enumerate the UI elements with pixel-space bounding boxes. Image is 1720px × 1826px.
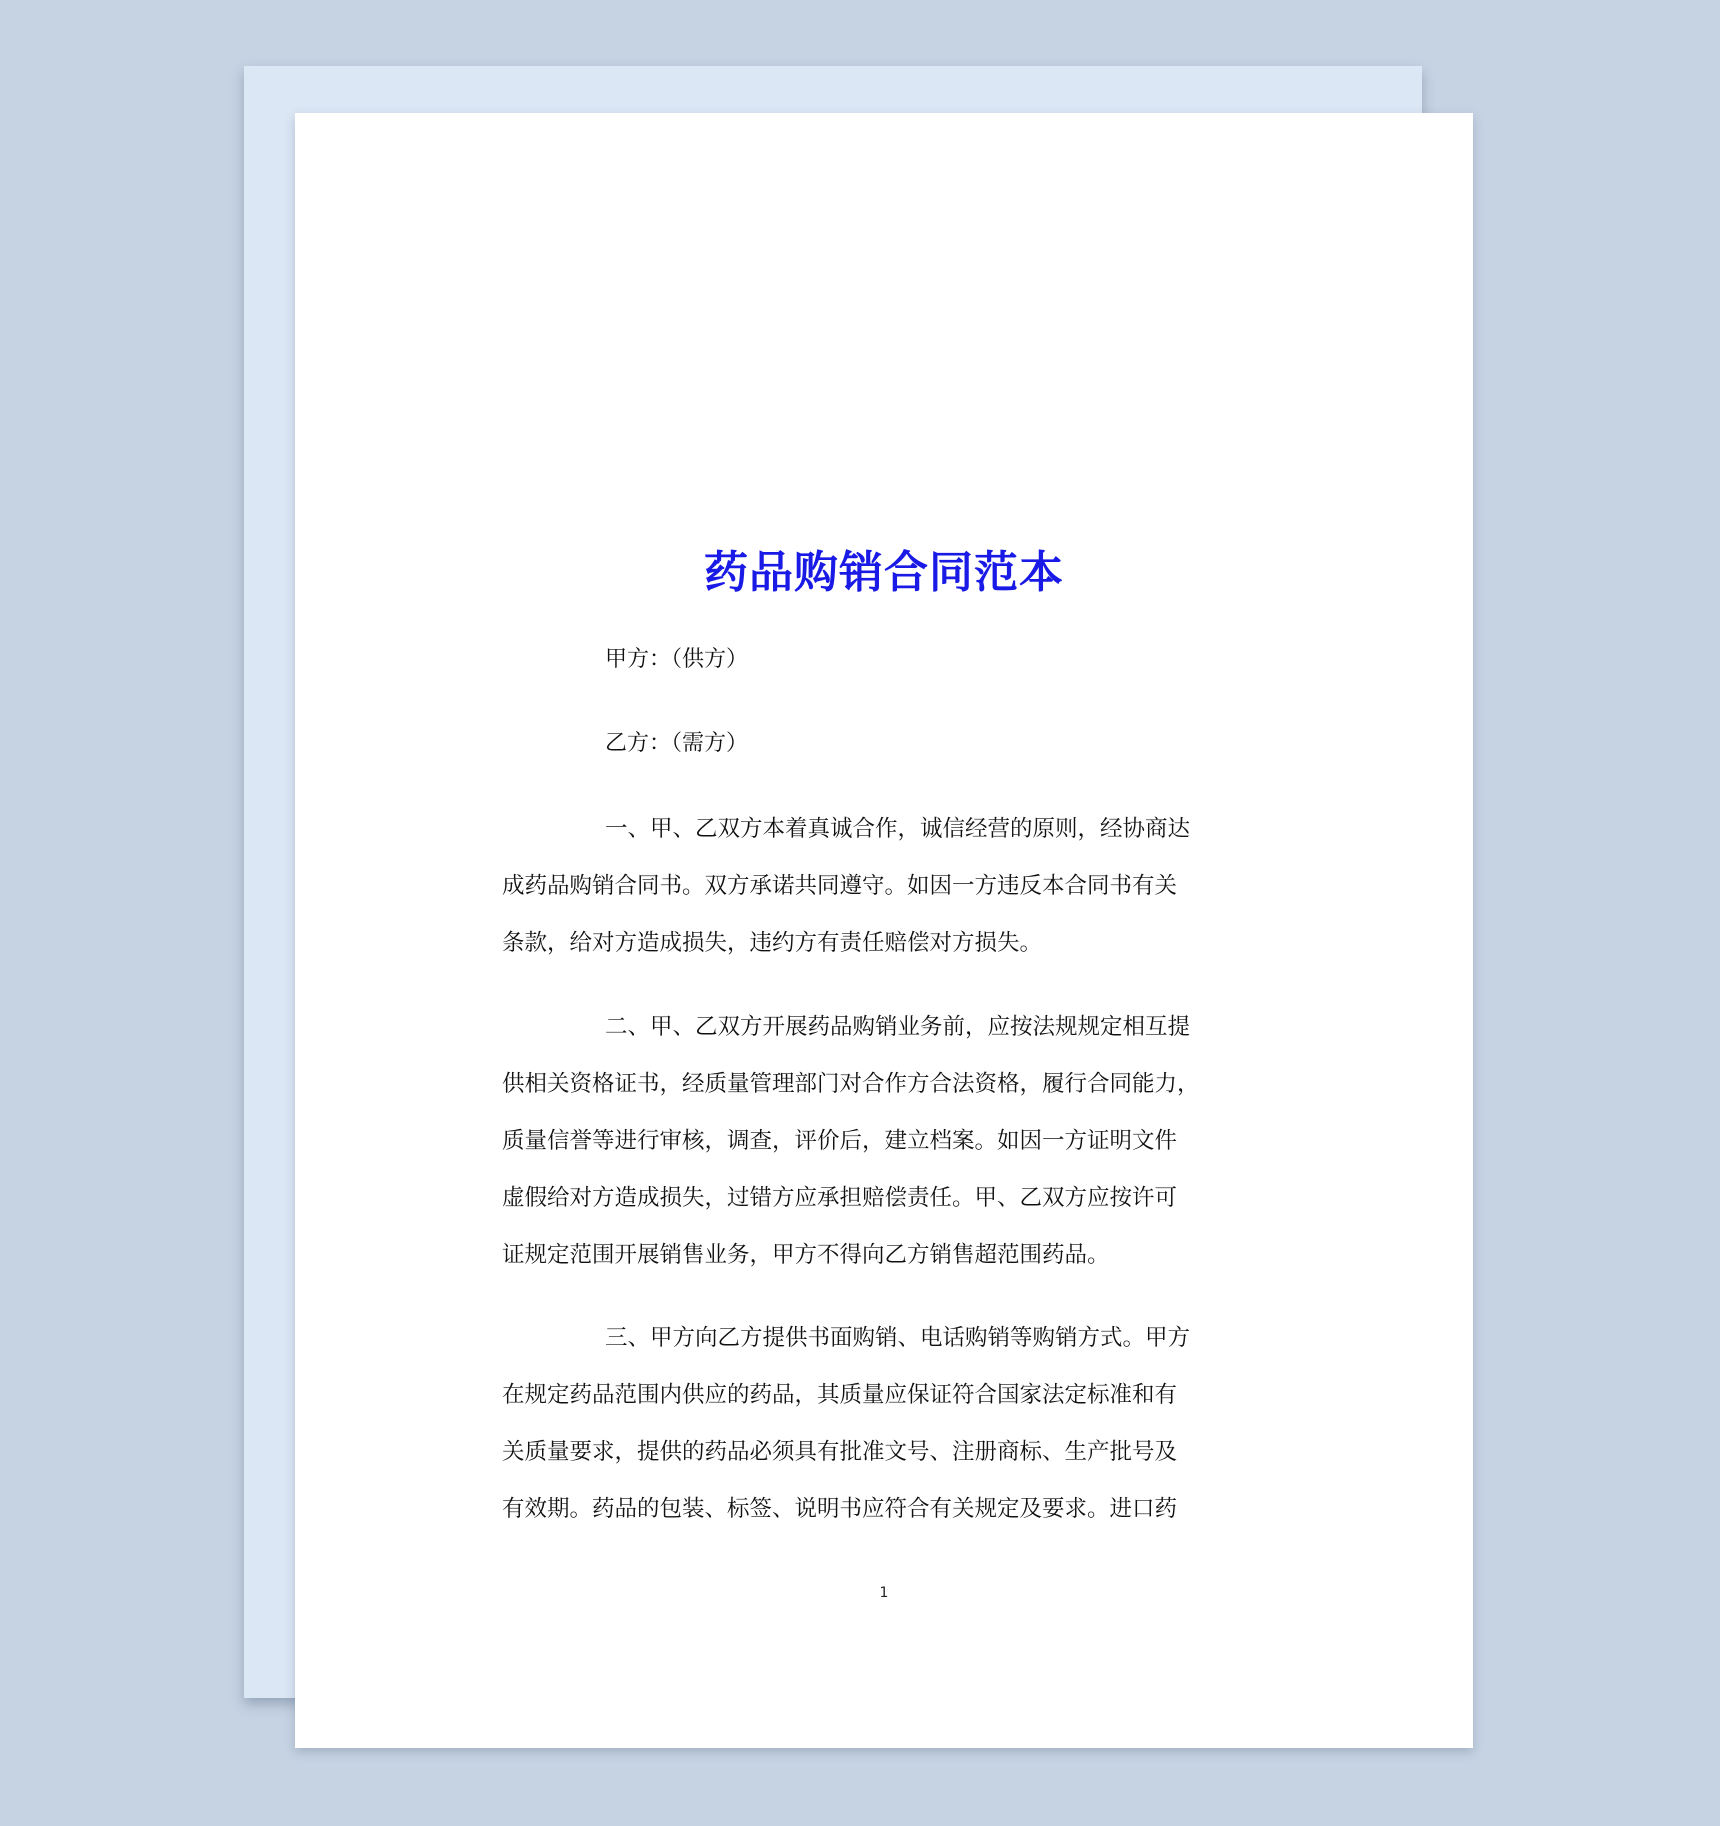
clause-3-line-1: 三、甲方向乙方提供书面购销、电话购销等购销方式。甲方 bbox=[605, 1325, 1191, 1351]
clause-2-line-5: 证规定范围开展销售业务，甲方不得向乙方销售超范围药品。 bbox=[502, 1242, 1110, 1268]
clause-1-line-2: 成药品购销合同书。双方承诺共同遵守。如因一方违反本合同书有关 bbox=[502, 873, 1178, 899]
clause-3-line-2: 在规定药品范围内供应的药品，其质量应保证符合国家法定标准和有 bbox=[502, 1382, 1178, 1408]
clause-1-line-3: 条款，给对方造成损失，违约方有责任赔偿对方损失。 bbox=[502, 930, 1043, 956]
clause-2-line-2: 供相关资格证书，经质量管理部门对合作方合法资格，履行合同能力， bbox=[502, 1071, 1200, 1097]
clause-1 bbox=[502, 801, 1268, 972]
clause-2-line-4: 虚假给对方造成损失，过错方应承担赔偿责任。甲、乙双方应按许可 bbox=[502, 1185, 1178, 1211]
party-b-line: 乙方：（需方） bbox=[605, 731, 749, 756]
party-a-line: 甲方：（供方） bbox=[605, 647, 749, 672]
clause-2-line-1: 二、甲、乙双方开展药品购销业务前，应按法规规定相互提 bbox=[605, 1014, 1191, 1040]
clause-3 bbox=[502, 1310, 1268, 1538]
clause-2-line-3: 质量信誉等进行审核，调查，评价后，建立档案。如因一方证明文件 bbox=[502, 1128, 1178, 1154]
clause-3-line-3: 关质量要求，提供的药品必须具有批准文号、注册商标、生产批号及 bbox=[502, 1439, 1178, 1465]
document-page bbox=[295, 113, 1473, 1748]
clause-1-line-1: 一、甲、乙双方本着真诚合作，诚信经营的原则，经协商达 bbox=[605, 816, 1191, 842]
clause-3-line-4: 有效期。药品的包装、标签、说明书应符合有关规定及要求。进口药 bbox=[502, 1496, 1178, 1522]
page-number: 1 bbox=[879, 1585, 889, 1601]
clause-2 bbox=[502, 999, 1268, 1284]
document-title: 药品购销合同范本 bbox=[704, 547, 1064, 598]
